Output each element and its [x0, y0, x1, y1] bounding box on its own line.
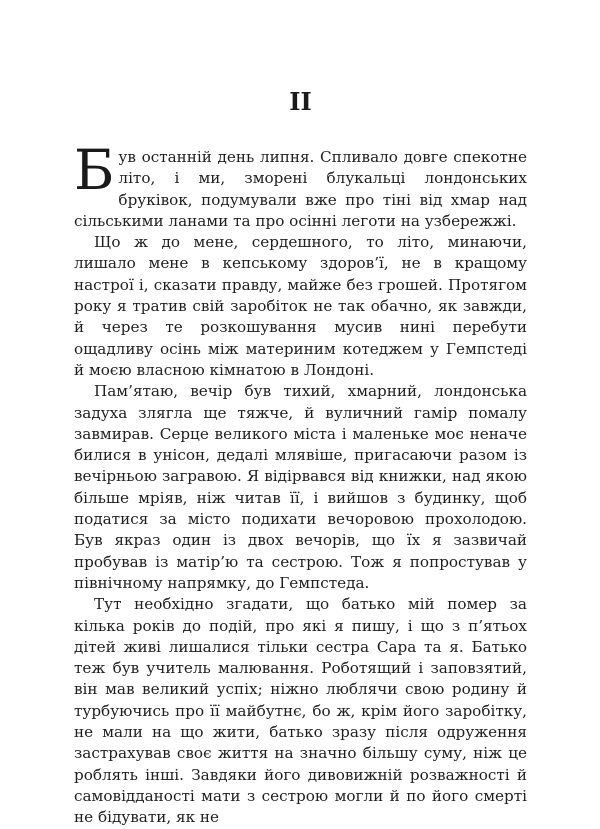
chapter-body [74, 138, 527, 829]
paragraph-4: Тут необхідно згадати, що батько мій помер за кілька років до подій, про які я пишу, і що з п’ятьох дітей живі лишалися тільки сестра Сара та я. Батько теж був учитель малювання. Роботящий і заповзятий, він мав великий успіх; ніжно люблячи свою родину й турбуючись про її майбутнє, бо ж, крім його заробітку, не мали на що жити, батько зразу після одруження застрахував своє життя на значно більшу суму, ніж це роблять інші. Завдяки його дивовижній розважності й самовідданості мати з сестрою могли й по його смерті не бідувати, як не [74, 595, 527, 827]
book-page [74, 0, 527, 829]
paragraph-3: Пам’ятаю, вечір був тихий, хмарний, лондонська задуха злягла ще тяжче, й вуличний гамір помалу завмирав. Серце великого міста і маленьке моє неначе билися в унісон, дедалі млявіше, пригасаючи разом із вечірньою загравою. Я відірвався від книжки, над якою більше мріяв, ніж читав її, і вийшов з будинку, щоб податися за місто подихати вечоровою прохолодою. Був якраз один із двох вечорів, що їх я зазвичай пробував із матір’ю та сестрою. Тож я попростував у північному напрямку, до Гемпстеда. [74, 382, 527, 592]
drop-cap-letter: Б [74, 138, 115, 202]
paragraph-2: Що ж до мене, сердешного, то літо, минаючи, лишало мене в кепському здоров’ї, не в кращому настрої і, сказати правду, майже без грошей. Протягом року я тратив свій заробіток не так обачно, як завжди, й через те розкошування мусив нині перебути ощадливу осінь між материним котеджем у Гемпстеді й моєю власною кімнатою в Лондоні. [74, 233, 527, 379]
paragraph-1 [74, 138, 527, 232]
paragraph-1-text: ув останній день липня. Спливало довге спекотне літо, і ми, зморені блукальці лондонських бруківок, подумували вже про тіні від хмар над сільськими ланами та про осінні леготи на узбережжі. [74, 148, 527, 230]
chapter-heading: II [289, 87, 312, 116]
